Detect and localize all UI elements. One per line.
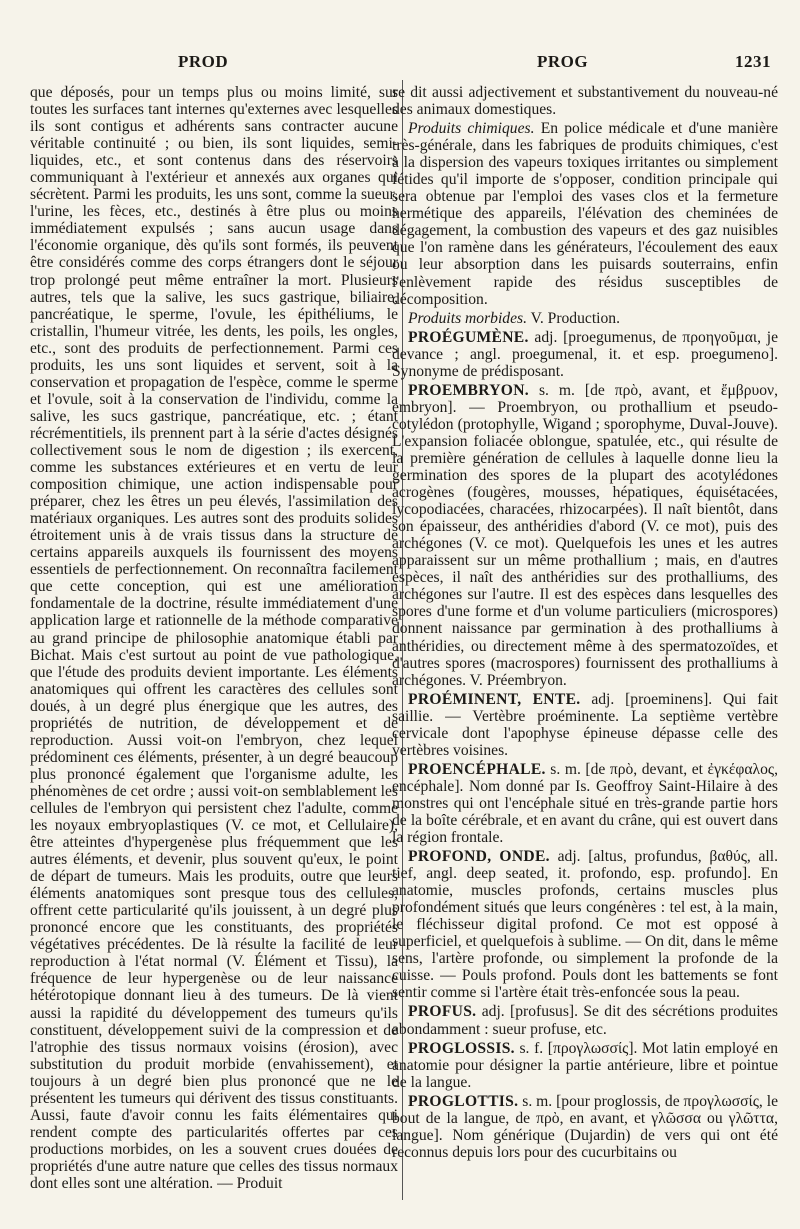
entry-text: adj. [proegumenus, de προηγοῦμαι, je devance ; angl. proegumenal, it. et esp. proegumeno]. Synonyme de prédisposant. — [392, 328, 778, 380]
page-number: 1231 — [735, 52, 771, 71]
headword: PROEMBRYON. — [408, 381, 529, 399]
entry-proembryon — [392, 382, 778, 689]
headword: PROENCÉPHALE. — [408, 760, 546, 778]
headword: PROFOND, ONDE. — [408, 848, 550, 866]
entry-proegumene — [392, 329, 778, 380]
running-head-left: PROD — [178, 52, 229, 71]
entry-text: s. m. [de πρὸ, devant, et ἐγκέφαλος, encéphale]. Nom donné par Is. Geoffroy Saint-Hilaire à des monstres qui ont l'encéphale situé en très-grande partie hors de la boîte cérébrale, et en avant du crâne, qui est ouvert dans la région frontale. — [392, 760, 778, 847]
right-column — [392, 84, 778, 1161]
entry-text: adj. [proeminens]. Qui fait saillie. — Vertèbre proéminente. La septième vertèbre cervicale dont l'apophyse épineuse dépasse celle des vertèbres voisines. — [392, 690, 779, 759]
subentry-produits-morbides — [392, 310, 778, 327]
running-head-right: PROG — [537, 52, 589, 71]
subentry-lead: Produits morbides. — [408, 309, 527, 327]
subentry-produits-chimiques — [392, 120, 778, 308]
subentry-lead: Produits chimiques. — [408, 120, 535, 138]
subentry-text: En police médicale et d'une manière très-générale, dans les fabriques de produits chimiques, c'est à la dispersion des vapeurs toxiques irritantes ou simplement fétides qu'il importe de s'opposer, condition principale qui sera obtenue par l'emploi des vases clos et la fermeture hermétique des appareils, l'élévation des cheminées de dégagement, la combustion des vapeurs et des gaz nuisibles que l'on ramène dans les générateurs, l'écoulement des eaux ou leur absorption dans les puisards souterrains, enfin l'enlèvement rapide des résidus susceptibles de décomposition. — [392, 120, 778, 308]
left-column — [30, 84, 398, 1192]
entry-proglossis — [392, 1040, 778, 1091]
headword: PROGLOTTIS. — [408, 1092, 519, 1110]
entry-proeminent — [392, 691, 778, 759]
headword: PROÉMINENT, ENTE. — [408, 690, 581, 708]
headword: PROGLOSSIS. — [408, 1039, 515, 1057]
entry-text: s. m. [pour proglossis, de προγλωσσίς, le bout de la langue, de πρὸ, en avant, et γλῶσσα ou γλῶττα, langue]. Nom générique (Dujardin) de vers qui ont été reconnus depuis lors pour des cucurbitains ou — [392, 1092, 778, 1161]
entry-proencephale — [392, 761, 778, 846]
entry-text: adj. [altus, profundus, βαθύς, all. tief, angl. deep seated, it. profondo, esp. profundo]. En anatomie, muscles profonds, certains muscles plus profondément situés que leurs congénères : tel est, à la main, le fléchisseur digital profond. Ce mot est opposé à superficiel, et quelquefois à sublime. — On dit, dans le même sens, l'artère profonde, ou simplement la profonde de la cuisse. — Pouls profond. Pouls dont les battements se font sentir comme si l'artère était très-enfoncée sous la peau. — [392, 848, 778, 1002]
continuation-paragraph: se dit aussi adjectivement et substantivement du nouveau-né des animaux domestiques. — [392, 84, 778, 119]
entry-text: adj. [profusus]. Se dit des sécrétions produites abondamment : sueur profuse, etc. — [392, 1003, 778, 1038]
headword: PROÉGUMÈNE. — [408, 328, 529, 346]
left-column-text: que déposés, pour un temps plus ou moins limité, sur toutes les surfaces tant internes qu'externes avec lesquelles ils sont contigus et adhérents sans contracter aucune véritable continuité ; ou bien, ils sont liquides, semi-liquides, etc., et sont contenus dans des réservoirs communiquant à l'extérieur et annexés aux organes qui sécrètent. Parmi les produits, les uns sont, comme la sueur, l'urine, les fèces, etc., destinés à être plus ou moins immédiatement expulsés ; sans aucun usage dans l'économie organique, dès qu'ils sont formés, ils peuvent être considérés comme des corps étrangers dont le séjour trop prolongé peut même entraîner la mort. Plusieurs autres, tels que la salive, les sucs gastrique, biliaire, pancréatique, le sperme, l'ovule, les épithéliums, le cristallin, l'humeur vitrée, les dents, les poils, les ongles, etc., sont des produits de perfectionnement. Parmi ces produits, les uns sont liquides et servent, soit à la conservation et propagation de l'espèce, comme le sperme et l'ovule, soit à la conservation de l'individu, comme la salive, les sucs gastrique, pancréatique, etc. ; étant récrémentitiels, ils prennent part à la série d'actes désignés collectivement sous le nom de digestion ; ils exercent, comme les substances extérieures et en vertu de leur composition chimique, une action indispensable pour préparer, chez les êtres un peu élevés, l'assimilation des matériaux organiques. Les autres sont des produits solides étroitement unis à de vrais tissus dans la structure de certains appareils auxquels ils fournissent des moyens essentiels de perfectionnement. On reconnaîtra facilement que cette conception, qui est une amélioration fondamentale de la doctrine, résulte immédiatement d'une application large et rationnelle de la méthode comparative au grand principe de philosophie anatomique établi par Bichat. Mais c'est surtout au point de vue pathologique, que l'étude des produits devient importante. Les éléments anatomiques qui offrent les caractères des cellules sont doués, à un degré plus énergique que les autres, des propriétés de nutrition, de développement et de reproduction. Aussi voit-on l'embryon, chez lequel prédominent ces éléments, présenter, à un degré beaucoup plus prononcé également que l'organisme adulte, les phénomènes de cet ordre ; aussi voit-on semblablement les cellules de l'embryon qui persistent chez l'adulte, comme les noyaux embryoplastiques (V. ce mot, et Cellulaire), être atteintes d'hypergenèse plus fréquemment que les autres éléments, et devenir, plus souvent qu'eux, le point de départ de tumeurs. Mais les produits, outre que leurs éléments anatomiques sont presque tous des cellules, offrent cette particularité qu'ils jouissent, à un degré plus prononcé encore que les constituants, des propriétés végétatives précédentes. De là résulte la facilité de leur reproduction à l'état normal (V. Élément et Tissu), la fréquence de leur hypergenèse ou de leur naissance hétérotopique donnant lieu à des tumeurs. De là vient aussi la rapidité du développement des tumeurs qu'ils constituent, développement suivi de la compression et de l'atrophie des tissus normaux voisins (érosion), avec substitution du produit morbide (envahissement), et toujours à un degré bien plus prononcé que ne le présentent les tumeurs qui dérivent des tissus constituants. Aussi, faute d'avoir connu les faits élémentaires qui rendent compte des particularités offertes par ces productions morbides, on les a souvent crues douées de propriétés d'une autre nature que celles des tissus normaux dont elles sont une altération. — Produit — [30, 84, 398, 1192]
subentry-text: V. Production. — [526, 309, 620, 327]
entry-text: s. f. [προγλωσσίς]. Mot latin employé en anatomie pour désigner la partie antérieure, libre et pointue de la langue. — [392, 1039, 778, 1091]
entry-profond — [392, 848, 778, 1001]
headword: PROFUS. — [408, 1003, 477, 1021]
entry-profus — [392, 1003, 778, 1037]
entry-proglottis — [392, 1093, 778, 1161]
entry-text: s. m. [de πρὸ, avant, et ἔμβρυον, embryon]. — Proembryon, ou prothallium et pseudo-cotylédon (protophylle, Wigand ; sporophyme, Duval-Jouve). L'expansion foliacée oblongue, spatulée, etc., qui résulte de la première génération de cellules à laquelle donne lieu la germination des spores de la plupart des acotylédones acrogènes (fougères, mousses, hépatiques, équisétacées, lycopodiacées, characées, rhizocarpées). Il naît bientôt, dans son épaisseur, des anthéridies d'abord (V. ce mot), puis des archégones (V. ce mot). Quelquefois les unes et les autres apparaissent sur un même prothallium ; mais, en d'autres espèces, il naît des anthéridies sur des prothalliums, des archégones sur l'autre. Il est des espèces dans lesquelles des spores d'une forme et d'un volume particuliers (microspores) donnent naissance par germination à des prothalliums à anthéridies, ou directement même à des spermatozoïdes, et d'autres spores (macrospores) fournissent des prothalliums à archégones. V. Préembryon. — [392, 381, 778, 689]
